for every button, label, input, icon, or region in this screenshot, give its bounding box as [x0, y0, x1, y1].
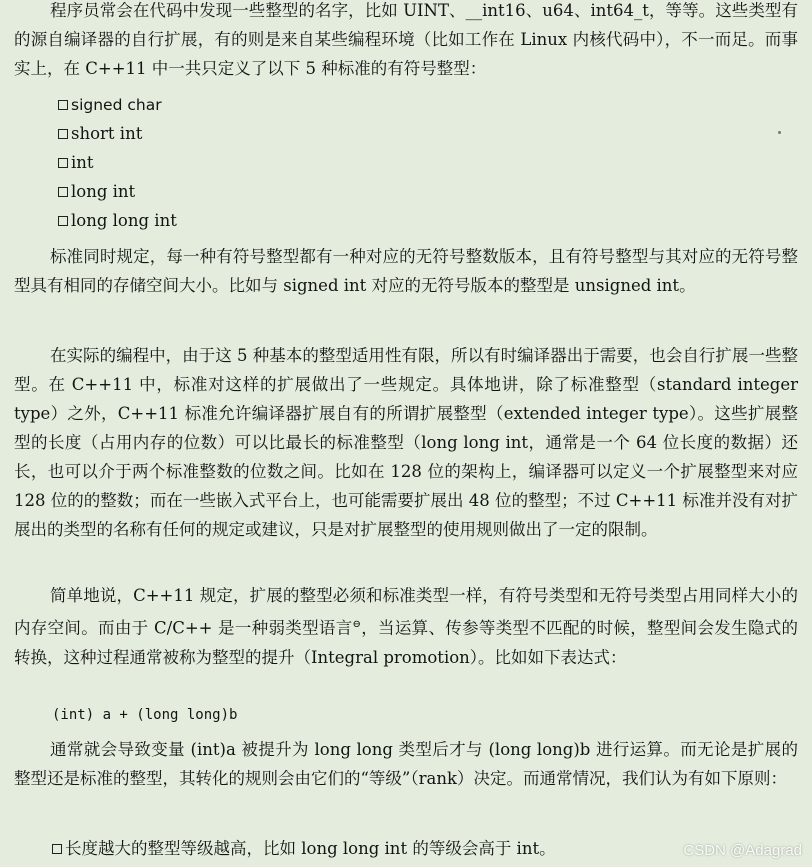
list-item-label: long long int: [71, 211, 177, 230]
list-item: [58, 148, 177, 177]
paragraph-intro: 程序员常会在代码中发现一些整型的名字，比如 UINT、__int16、u64、int64_t，等等。这些类型有的源自编译器的自行扩展，有的则是来自某些编程环境（比如工作在 Linux 内核代码中），不一而足。而事实上，在 C++11 中一共只定义了以下 5 种标准的有符号整型：: [14, 1, 798, 78]
checkbox-bullet-icon: [58, 129, 68, 139]
paragraph-extended-integer-types: 在实际的编程中，由于这 5 种基本的整型适用性有限，所以有时编译器出于需要，也会自行扩展一些整型。在 C++11 中，标准对这样的扩展做出了一些规定。具体地讲，除了标准整型（standard integer type）之外，C++11 标准允许编译器扩展自有的所谓扩展整型（extended integer type）。这些扩展整型的长度（占用内存的位数）可以比最长的标准整型（long long int，通常是一个 64 位长度的数据）还长，也可以介于两个标准整数的位数之间。比如在 128 位的架构上，编译器可以定义一个扩展整型来对应 128 位的的整数；而在一些嵌入式平台上，也可能需要扩展出 48 位的整型；不过 C++11 标准并没有对扩展出的类型的名称有任何的规定或建议，只是对扩展整型的使用规则做出了一定的限制。: [14, 346, 798, 539]
paragraph-text: ，当运算、传参等类型不匹配的时候，整型间会发生隐式的转换，这种过程通常被称为整型的提升（Integral promotion）。比如如下表达式：: [14, 618, 799, 667]
paragraph-rank-rules: 通常就会导致变量 (int)a 被提升为 long long 类型后才与 (long long)b 进行运算。而无论是扩展的整型还是标准的整型，其转化的规则会由它们的“等级”（rank）决定。而通常情况，我们认为有如下原则：: [14, 740, 798, 788]
list-item-label: int: [71, 153, 94, 172]
paragraph-integral-promotion: [14, 581, 798, 672]
checkbox-bullet-icon: [58, 216, 68, 226]
paragraph-text: 简单地说，C++11 规定，扩展的整型必须和标准类型一样，有符号类型和无符号类型占用同样大小的内存空间。而由于 C/C++ 是一种弱类型语言: [14, 586, 798, 638]
list-item-label: signed char: [71, 96, 162, 114]
list-item-label: long int: [71, 182, 136, 201]
paragraph-unsigned-versions: 标准同时规定，每一种有符号整型都有一种对应的无符号整数版本，且有符号整型与其对应的无符号整型具有相同的存储空间大小。比如与 signed int 对应的无符号版本的整型是 unsigned int。: [14, 247, 798, 295]
code-expression: (int) a + (long long)b: [52, 707, 238, 723]
csdn-watermark: CSDN @Adagrad: [683, 842, 802, 859]
list-item: [58, 177, 177, 206]
signed-integer-type-list: [58, 90, 177, 235]
list-item: [58, 119, 177, 148]
checkbox-bullet-icon: [58, 100, 68, 110]
list-item: [58, 90, 177, 119]
checkbox-bullet-icon: [58, 187, 68, 197]
rank-rule-list: [52, 834, 556, 863]
footnote-mark: ⊖: [352, 619, 361, 630]
list-item: [52, 834, 556, 863]
checkbox-bullet-icon: [58, 158, 68, 168]
list-item-label: 长度越大的整型等级越高，比如 long long int 的等级会高于 int。: [65, 839, 556, 858]
checkbox-bullet-icon: [52, 844, 62, 854]
list-item-label: short int: [71, 124, 143, 143]
scan-speck: [778, 131, 781, 134]
list-item: [58, 206, 177, 235]
